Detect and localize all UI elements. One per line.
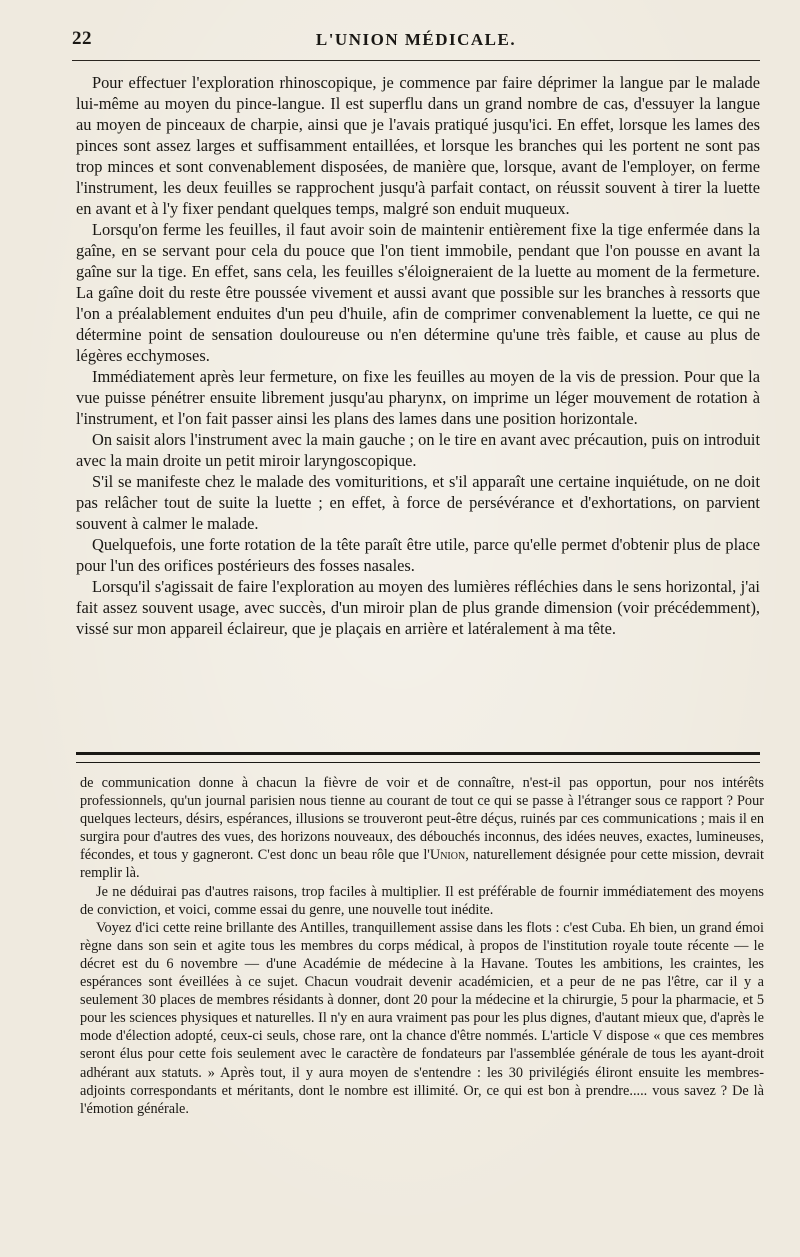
running-title: L'UNION MÉDICALE.: [315, 30, 517, 49]
article-paragraph: Lorsqu'on ferme les feuilles, il faut avoir soin de maintenir entièrement fixe la tige enfermée dans la gaîne, en se servant pour cela du pouce que l'on tient immobile, pendant que l'on pousse en avant la gaîne sur la tige. En effet, sans cela, les feuilles s'éloigneraient de la luette au moment de la fermeture. La gaîne doit du reste être poussée vivement et aussi avant que possible sur les branches à ressorts que l'on a préalablement enduites d'un peu d'huile, afin de comprimer convenablement la luette, ce qui ne détermine point de sensation douloureuse ou n'en détermine qu'une très faible, et cause au plus de légères ecchymoses.: [76, 220, 760, 365]
article-paragraph: Pour effectuer l'exploration rhinoscopique, je commence par faire déprimer la langue par le malade lui-même au moyen du pince-langue. Il est superflu dans un grand nombre de cas, d'essuyer la langue au moyen de pinceaux de charpie, ainsi que je l'avais pratiqué jusqu'ici. En effet, lorsque les lames des pinces sont assez larges et suffisamment entaillées, et lorsque les branches qui les portent ne sont pas trop minces et sont convenablement disposées, de manière que, lorsque, avant de l'employer, on ferme l'instrument, les deux feuilles se rapprochent jusqu'à parfait contact, on réussit souvent à tirer la luette en avant et à l'y fixer pendant quelques temps, malgré son enduit muqueux.: [76, 73, 760, 218]
feuilleton-paragraph: [80, 774, 764, 883]
journal-name: Union: [429, 847, 466, 864]
article-paragraph: Quelquefois, une forte rotation de la tête paraît être utile, parce qu'elle permet d'obtenir plus de place pour l'un des orifices postérieurs des fosses nasales.: [76, 535, 760, 575]
feuilleton-column: [80, 774, 764, 1118]
header-rule: [72, 60, 760, 61]
article-paragraph: S'il se manifeste chez le malade des vomituritions, et s'il apparaît une certaine inquiétude, on ne doit pas relâcher tout de suite la luette ; en effet, à force de persévérance et d'exhortations, on parvient souvent à calmer le malade.: [76, 472, 760, 533]
feuilleton-separator: [76, 752, 760, 763]
feuilleton-paragraph: Voyez d'ici cette reine brillante des Antilles, tranquillement assise dans les flots : c'est Cuba. Eh bien, un grand émoi règne dans son sein et agite tous les membres du corps médical, à propos de l'institution royale toute récente — le décret est du 6 novembre — d'une Académie de médecine à la Havane. Toutes les ambitions, les craintes, les espérances sont éveillées à ce sujet. Chacun voudrait devenir académicien, et a peur de ne pas l'être, car il y a seulement 30 places de membres résidants à donner, dont 20 pour la médecine et la chirurgie, 5 pour la pharmacie, et 5 pour les sciences physiques et naturelles. Il n'y en aura vraiment pas pour les plus dignes, d'autant mieux que, d'après le mode d'élection adopté, ceux-ci seuls, chose rare, ont la chance d'être nommés. L'article V dispose « que ces membres seront élus pour cette fois seulement avec le caractère de fondateurs par l'assemblée générale de tous les ayant-droit adhérant aux statuts. » Après tout, il y aura moyen de s'entendre : les 30 privilégiés éliront ensuite les membres-adjoints correspondants et méritants, dont le nombre est illimité. Or, ce qui est bon à prendre..... vous savez ? De là l'émotion générale.: [80, 919, 764, 1117]
feuilleton-text: de communication donne à chacun la fièvre de voir et de connaître, n'est-il pas opportun, pour nos intérêts professionnels, qu'un journal parisien nous tienne au courant de tout ce qui se passe à l'étranger sous ce rapport ? Pour quelques lecteurs, désirs, espérances, illusions se trouveront peut-être déçus, ruinés par ces communications ; mais il en surgira pour d'autres des vues, des horizons nouveaux, des débouchés inconnus, des idées neuves, exactes, lumineuses, fécondes, et tous y gagneront. C'est donc un beau rôle que l': [80, 775, 764, 864]
page-number: 22: [72, 28, 92, 49]
feuilleton-paragraph: Je ne déduirai pas d'autres raisons, trop faciles à multiplier. Il est préférable de fournir immédiatement des moyens de conviction, et voici, comme essai du genre, une nouvelle tout inédite.: [80, 883, 764, 918]
article-paragraph: On saisit alors l'instrument avec la main gauche ; on le tire en avant avec précaution, puis on introduit avec la main droite un petit miroir laryngoscopique.: [76, 430, 760, 470]
feuilleton-text: , naturellement désignée pour cette mission, devrait remplir là.: [80, 847, 764, 882]
article-paragraph: Lorsqu'il s'agissait de faire l'exploration au moyen des lumières réfléchies dans le sens horizontal, j'ai fait assez souvent usage, avec succès, d'un miroir plan de plus grande dimension (voir précédemment), vissé sur mon appareil éclaireur, que je plaçais en arrière et latéralement à ma tête.: [76, 577, 760, 638]
page-header: [72, 28, 760, 58]
main-article: [76, 72, 760, 639]
article-paragraph: Immédiatement après leur fermeture, on fixe les feuilles au moyen de la vis de pression. Pour que la vue puisse pénétrer ensuite librement jusqu'au pharynx, on imprime un léger mouvement de rotation à l'instrument, et l'on fait passer ainsi les plans des lames dans une position horizontale.: [76, 367, 760, 428]
